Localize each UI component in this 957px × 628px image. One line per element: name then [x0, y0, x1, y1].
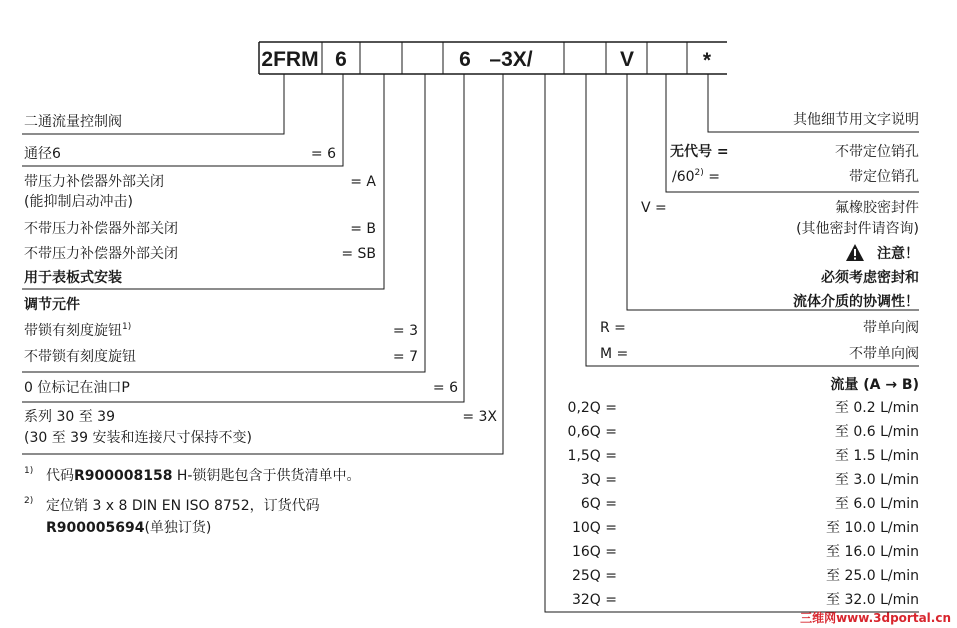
option-seal-note: (其他密封件请咨询): [796, 221, 919, 237]
flow-range: 至 0.6 L/min: [834, 424, 919, 440]
footnote-1-mark: 1): [24, 466, 34, 476]
footnote-2-mark: 2): [24, 496, 34, 506]
warning-line-1: 必须考虑密封和: [821, 270, 919, 286]
option-60-code: /60: [672, 169, 695, 185]
option-series-code: = 3X: [462, 409, 497, 425]
code-cell-series: –3X/: [489, 48, 533, 71]
footnote-2-line1: 定位销 3 x 8 DIN EN ISO 8752，订货代码: [46, 498, 320, 514]
option-7-label: 不带锁有刻度旋钮: [24, 349, 136, 365]
right-options: [600, 111, 919, 393]
option-r-desc: 带单向阀: [863, 320, 919, 336]
footnote-1-prefix: 代码: [46, 468, 74, 484]
footnote-1: [46, 467, 360, 484]
flow-code: 0,6Q =: [567, 424, 617, 440]
code-cell-other: *: [702, 49, 712, 72]
option-valve-type: 二通流量控制阀: [24, 114, 122, 130]
option-seal-label: V =: [641, 200, 667, 216]
flow-code: 25Q =: [571, 568, 617, 584]
option-size-code: = 6: [310, 146, 336, 162]
code-cell-type: 2FRM: [261, 48, 319, 71]
option-b-label: 不带压力补偿器外部关闭: [24, 221, 178, 237]
option-a-code: = A: [350, 174, 376, 190]
option-series-note: (30 至 39 安装和连接尺寸保持不变): [24, 430, 252, 446]
option-3-code: = 3: [392, 323, 418, 339]
code-box-row: [259, 42, 727, 74]
option-a-label: 带压力补偿器外部关闭: [24, 174, 164, 190]
flow-range: 至 0.2 L/min: [834, 400, 919, 416]
option-3-label: [24, 322, 131, 339]
option-7-code: = 7: [392, 349, 418, 365]
flow-code: 10Q =: [571, 520, 617, 536]
footnote-2-code: R900005694: [46, 520, 145, 536]
flow-range: 至 3.0 L/min: [834, 472, 919, 488]
flow-range: 至 10.0 L/min: [826, 520, 919, 536]
flow-table: [568, 400, 919, 608]
code-cell-size: 6: [335, 48, 347, 71]
flow-header: 流量 (A → B): [830, 377, 919, 393]
warning-title: 注意！: [877, 246, 919, 262]
flow-code: 0,2Q =: [567, 400, 617, 416]
option-size-label: 通径6: [24, 146, 61, 162]
flow-range: 至 1.5 L/min: [834, 448, 919, 464]
footnote-2-ref: 2): [694, 168, 704, 178]
option-m-label: M =: [600, 346, 629, 362]
footnote-1-ref: 1): [122, 322, 132, 332]
flow-range: 至 6.0 L/min: [834, 496, 919, 512]
flow-code: 3Q =: [580, 472, 617, 488]
leader-lines-left: [22, 74, 503, 454]
option-zero-label: 0 位标记在油口P: [24, 380, 130, 396]
option-no-code-desc: 不带定位销孔: [835, 144, 919, 160]
option-3-text: 带锁有刻度旋钮: [24, 323, 122, 339]
left-options: [24, 113, 497, 446]
option-series-label: 系列 30 至 39: [24, 409, 115, 425]
option-mounting: 用于表板式安装: [24, 270, 122, 286]
flow-code: 32Q =: [571, 592, 617, 608]
option-b-code: = B: [350, 221, 376, 237]
footnote-2-suffix: (单独订货): [144, 520, 212, 536]
flow-range: 至 32.0 L/min: [826, 592, 919, 608]
flow-code: 1,5Q =: [567, 448, 617, 464]
option-adjust-heading: 调节元件: [24, 297, 80, 313]
watermark: 三维网www.3dportal.cn: [800, 611, 951, 625]
code-cell-series-6: 6: [459, 48, 471, 71]
option-sb-label: 不带压力补偿器外部关闭: [24, 246, 178, 262]
option-60-eq: =: [703, 169, 720, 185]
option-a-note: (能抑制启动冲击): [24, 194, 133, 210]
option-60-label: [672, 168, 720, 185]
flow-range: 至 25.0 L/min: [826, 568, 919, 584]
option-seal-desc: 氟橡胶密封件: [835, 200, 919, 216]
flow-code: 16Q =: [571, 544, 617, 560]
footnote-1-code: R900008158: [74, 468, 173, 484]
option-no-code-label: 无代号 =: [670, 144, 729, 160]
warning-triangle-icon: [846, 244, 864, 261]
option-r-label: R =: [600, 320, 626, 336]
code-cell-seal: V: [619, 48, 635, 71]
flow-range: 至 16.0 L/min: [826, 544, 919, 560]
option-sb-code: = SB: [341, 246, 376, 262]
footnote-2-line2: [46, 519, 211, 536]
footnote-1-suffix: H-锁钥匙包含于供货清单中。: [172, 468, 361, 484]
option-other-details: 其他细节用文字说明: [793, 112, 919, 128]
option-60-desc: 带定位销孔: [849, 169, 919, 185]
option-zero-code: = 6: [432, 380, 458, 396]
option-m-desc: 不带单向阀: [849, 346, 919, 362]
warning-line-2: 流体介质的协调性！: [793, 294, 919, 310]
footnotes: [24, 466, 360, 536]
flow-code: 6Q =: [580, 496, 617, 512]
